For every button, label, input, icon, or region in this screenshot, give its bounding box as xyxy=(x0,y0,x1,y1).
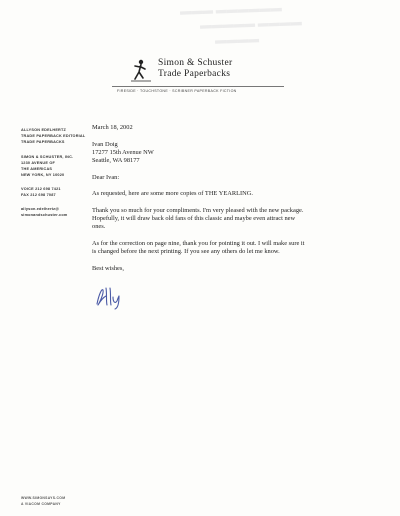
paragraph-1: As requested, here are some more copies of THE YEARLING. xyxy=(92,190,253,197)
address-line-2: THE AMERICAS xyxy=(21,167,53,171)
paragraph-3-line-2: is changed before the next printing. If you see any others do let me know. xyxy=(92,248,280,255)
handwritten-signature xyxy=(94,284,134,310)
show-through-text: ▬▬▬▬ xyxy=(214,33,260,47)
imprint-list: FIRESIDE · TOUCHSTONE · SCRIBNER PAPERBACK FICTION xyxy=(117,89,237,93)
company-name: SIMON & SCHUSTER, INC. xyxy=(21,155,74,159)
sower-icon xyxy=(128,58,154,84)
closing: Best wishes, xyxy=(92,265,124,272)
recipient-name: Ivan Doig xyxy=(92,141,118,148)
footer-parent-company: A VIACOM COMPANY xyxy=(21,502,61,506)
paragraph-2-line-2: Hopefully, it will draw back old fans of this classic and maybe even attract new xyxy=(92,215,296,222)
letterhead-rule xyxy=(112,86,284,87)
sender-name: ALLYSON EDELHERTZ xyxy=(21,128,67,132)
paragraph-2-line-3: ones. xyxy=(92,223,106,230)
paragraph-3-line-1: As for the correction on page nine, thank you for pointing it out. I will make sure it xyxy=(92,240,305,247)
letter-date: March 18, 2002 xyxy=(92,124,133,131)
email-line-1: allyson.edelhertz@ xyxy=(21,207,60,211)
recipient-city: Seattle, WA 98177 xyxy=(92,157,140,164)
brand-division: Trade Paperbacks xyxy=(158,69,231,79)
show-through-text: ▬▬▬▬▬ ▬▬▬▬ xyxy=(199,16,302,32)
address-line-1: 1230 AVENUE OF xyxy=(21,161,56,165)
email-line-2: simonandschuster.com xyxy=(21,213,68,217)
address-line-3: NEW YORK, NY 10020 xyxy=(21,173,65,177)
show-through-text: ▬▬▬ ▬▬▬▬▬▬ xyxy=(179,2,282,18)
brand-name: Simon & Schuster xyxy=(158,58,233,68)
recipient-street: 17277 15th Avenue NW xyxy=(92,149,154,156)
voice-number: VOICE 212 698 7421 xyxy=(21,187,61,191)
sender-department-2: TRADE PAPERBACKS xyxy=(21,140,65,144)
fax-number: FAX 212 698 7087 xyxy=(21,193,56,197)
letterhead-logo xyxy=(128,58,278,84)
salutation: Dear Ivan: xyxy=(92,174,120,181)
paragraph-2-line-1: Thank you so much for your compliments. I'm very pleased with the new package. xyxy=(92,207,304,214)
sender-department: TRADE PAPERBACK EDITORIAL xyxy=(21,134,86,138)
footer-website: WWW.SIMONSAYS.COM xyxy=(21,496,66,500)
